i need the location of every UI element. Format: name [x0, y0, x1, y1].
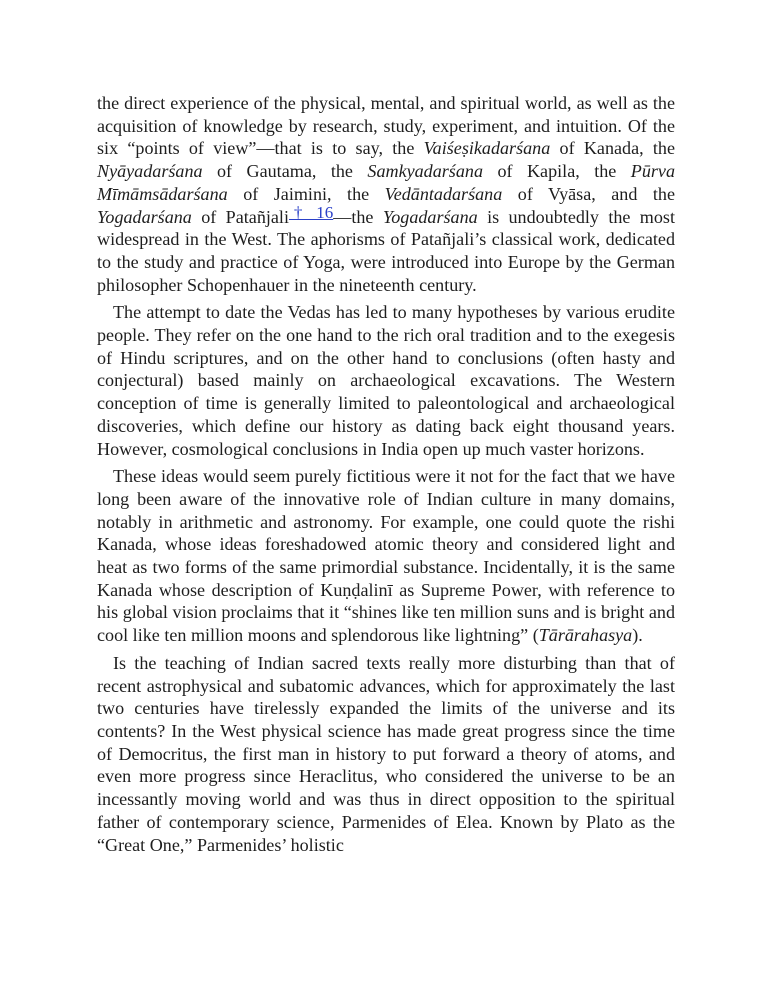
- paragraph-1: [97, 92, 675, 296]
- italic-term: Yogadarśana: [97, 206, 192, 227]
- italic-term: Tārārahasya: [538, 625, 633, 646]
- paragraph-2: [97, 301, 675, 460]
- text-run: of Kapila, the: [483, 161, 631, 182]
- text-run: of Kanada, the: [550, 138, 675, 159]
- paragraph-4: [97, 652, 675, 856]
- text-run: is undoubtedly the most widespread in the West. The aphorisms of Patañjali’s classical work, dedicated to the study and practice of Yoga, were introduced into Europe by the German philosopher Schopenhauer in the nineteenth century.: [97, 206, 675, 295]
- italic-term: Vaiśeṣikadarśana: [423, 138, 551, 159]
- text-run: —the: [333, 206, 383, 227]
- text-run: the direct experience of the physical, mental, and spiritual world, as well as the acquisition of knowledge by research, study, experiment, and intuition. Of the six “points of view”—that is to say, the: [97, 93, 675, 159]
- text-run: The attempt to date the Vedas has led to many hypotheses by various erudite people. They refer on the one hand to the rich oral tradition and to the exegesis of Hindu scriptures, and on the other hand to conclusions (often hasty and conjectural) based mainly on archaeological excavations. The Western conception of time is generally limited to paleontological and archaeological discoveries, which define our history as dating back eight thousand years. However, cosmological conclusions in India open up much vaster horizons.: [97, 302, 675, 459]
- italic-term: Pūrva Mīmāmsādarśana: [97, 161, 675, 204]
- document-page: [97, 92, 675, 861]
- text-run: These ideas would seem purely fictitious were it not for the fact that we have long been aware of the innovative role of Indian culture in many domains, notably in arithmetic and astronomy. For example, one could quote the rishi Kanada, whose ideas foreshadowed atomic theory and considered light and heat as two forms of the same primordial substance. Incidentally, it is the same Kanada whose description of Kuṇḍalinī as Supreme Power, with reference to his global vision proclaims that it “shines like ten million suns and is bright and cool like ten million moons and splendorous like lightning” (: [97, 466, 675, 646]
- paragraph-3: [97, 465, 675, 647]
- italic-term: Yogadarśana: [382, 206, 478, 227]
- text-run: of Jaimini, the: [227, 183, 385, 204]
- text-run: of Gautama, the: [202, 161, 368, 182]
- italic-term: Nyāyadarśana: [97, 161, 203, 182]
- text-run: of Vyāsa, and the: [502, 183, 675, 204]
- footnote-link[interactable]: † 16: [288, 202, 334, 222]
- text-run: Is the teaching of Indian sacred texts really more disturbing than that of recent astrophysical and subatomic advances, which for approximately the last two centuries have tirelessly expanded the limits of the universe and its contents? In the West physical science has made great progress since the time of Democritus, the first man in history to put forward a theory of atoms, and even more progress since Heraclitus, who considered the universe to be an incessantly moving world and was thus in direct opposition to the spiritual father of contemporary science, Parmenides of Elea. Known by Plato as the “Great One,” Parmenides’ holistic: [97, 652, 675, 855]
- italic-term: Samkyadarśana: [367, 161, 483, 182]
- text-run: ).: [632, 625, 643, 646]
- italic-term: Vedāntadarśana: [384, 183, 503, 204]
- text-run: of Patañjali: [191, 206, 289, 227]
